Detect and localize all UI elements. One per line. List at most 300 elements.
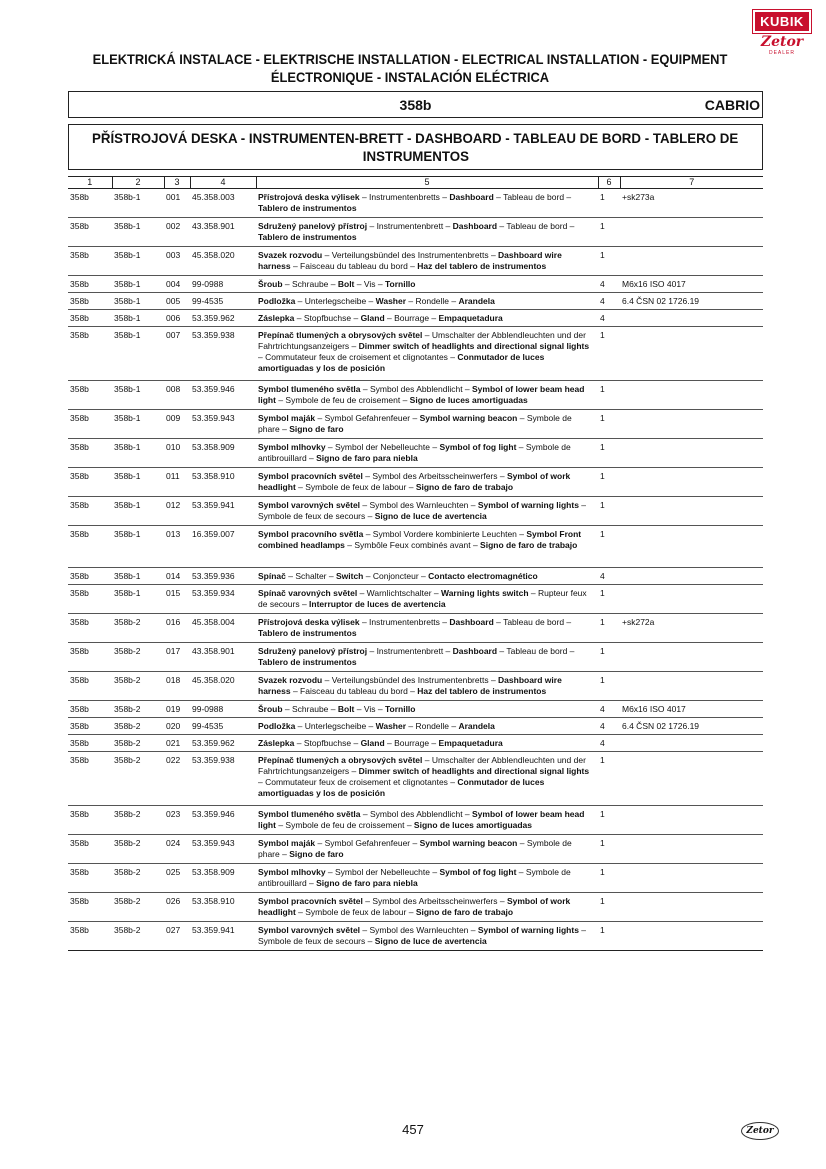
row-quantity: 4: [598, 735, 620, 752]
description-bold-name: Haz del tablero de instrumentos: [417, 686, 547, 696]
row-quantity: 1: [598, 381, 620, 410]
row-model: 358b: [68, 247, 112, 276]
table-row: [68, 806, 763, 835]
description-text: – Umschalter der Abblendleuchten und der Fahrtrichtungsanzeigers –: [258, 330, 586, 351]
row-part-number: 53.359.938: [190, 752, 256, 806]
row-group: 358b-2: [112, 922, 164, 951]
row-position: 003: [164, 247, 190, 276]
row-group: 358b-2: [112, 718, 164, 735]
row-model: 358b: [68, 864, 112, 893]
table-row: [68, 735, 763, 752]
description-text: – Faisceau du tableau du bord –: [290, 686, 418, 696]
column-header: 2: [112, 177, 164, 189]
row-part-number: 53.359.934: [190, 585, 256, 614]
table-row: [68, 701, 763, 718]
row-part-number: 53.359.962: [190, 735, 256, 752]
description-bold-name: Šroub: [258, 279, 283, 289]
description-text: – Faisceau du tableau du bord –: [290, 261, 418, 271]
parts-table-body: [68, 189, 763, 951]
row-part-number: 53.358.909: [190, 439, 256, 468]
row-description: [256, 468, 598, 497]
row-note: [620, 752, 763, 806]
description-bold-name: Empaquetadura: [438, 313, 503, 323]
row-part-number: 53.359.941: [190, 922, 256, 951]
row-position: 004: [164, 276, 190, 293]
row-note: [620, 835, 763, 864]
description-text: – Symbole de feu de croisement –: [275, 395, 410, 405]
description-bold-name: Symbol maják: [258, 838, 316, 848]
description-text: – Rondelle –: [406, 721, 459, 731]
row-description: [256, 439, 598, 468]
row-position: 011: [164, 468, 190, 497]
row-description: [256, 614, 598, 643]
description-text: – Symbole de phare –: [258, 413, 572, 434]
description-bold-name: Tablero de instrumentos: [258, 628, 357, 638]
row-description: [256, 293, 598, 310]
description-text: – Symbol des Arbeitsscheinwerfers –: [362, 471, 507, 481]
row-quantity: 1: [598, 672, 620, 701]
row-part-number: 99-4535: [190, 718, 256, 735]
row-note: [620, 439, 763, 468]
description-bold-name: Conmutador de luces amortiguadas y los de posición: [258, 777, 545, 798]
column-header: 1: [68, 177, 112, 189]
row-model: 358b: [68, 922, 112, 951]
row-part-number: 53.359.946: [190, 381, 256, 410]
row-position: 010: [164, 439, 190, 468]
row-group: 358b-2: [112, 893, 164, 922]
table-row: [68, 835, 763, 864]
row-description: [256, 189, 598, 218]
description-bold-name: Symbol warning beacon: [419, 413, 518, 423]
row-quantity: 1: [598, 247, 620, 276]
description-bold-name: Tornillo: [384, 279, 416, 289]
row-group: 358b-1: [112, 410, 164, 439]
description-bold-name: Signo de faro de trabajo: [415, 482, 514, 492]
row-note: [620, 497, 763, 526]
row-part-number: 45.358.020: [190, 247, 256, 276]
description-bold-name: Symbol pracovních světel: [258, 471, 363, 481]
description-text: – Stopfbuchse –: [294, 738, 361, 748]
description-text: – Umschalter der Abblendleuchten und der Fahrtrichtungsanzeigers –: [258, 755, 586, 776]
row-position: 014: [164, 568, 190, 585]
description-bold-name: Symbol varovných světel: [258, 500, 361, 510]
row-quantity: 1: [598, 526, 620, 568]
table-row: [68, 752, 763, 806]
description-bold-name: Symbol pracovního světla: [258, 529, 364, 539]
row-quantity: 1: [598, 189, 620, 218]
row-note: [620, 922, 763, 951]
description-bold-name: Podložka: [258, 721, 296, 731]
row-model: 358b: [68, 327, 112, 381]
row-position: 025: [164, 864, 190, 893]
row-note: [620, 864, 763, 893]
row-position: 019: [164, 701, 190, 718]
row-group: 358b-1: [112, 293, 164, 310]
description-text: – Tableau de bord –: [497, 646, 575, 656]
description-bold-name: Symbol warning beacon: [419, 838, 518, 848]
row-group: 358b-1: [112, 381, 164, 410]
row-quantity: 1: [598, 410, 620, 439]
description-bold-name: Washer: [375, 721, 407, 731]
row-note: [620, 468, 763, 497]
row-description: [256, 864, 598, 893]
row-group: 358b-2: [112, 643, 164, 672]
row-position: 024: [164, 835, 190, 864]
row-position: 016: [164, 614, 190, 643]
description-bold-name: Symbol pracovních světel: [258, 896, 363, 906]
row-group: 358b-1: [112, 468, 164, 497]
row-group: 358b-2: [112, 752, 164, 806]
page-number: 457: [402, 1122, 424, 1137]
description-text: – Conjoncteur –: [363, 571, 429, 581]
description-bold-name: Bolt: [337, 704, 355, 714]
description-bold-name: Přepínač tlumených a obrysových světel: [258, 330, 423, 340]
row-description: [256, 381, 598, 410]
description-bold-name: Tablero de instrumentos: [258, 203, 357, 213]
row-position: 022: [164, 752, 190, 806]
zetor-logo-text: Zetor: [760, 34, 804, 50]
description-bold-name: Signo de faro de trabajo: [480, 540, 578, 550]
description-bold-name: Signo de faro: [289, 424, 344, 434]
description-text: – Warnlichtschalter –: [357, 588, 441, 598]
description-text: – Stopfbuchse –: [294, 313, 361, 323]
description-bold-name: Washer: [375, 296, 407, 306]
row-part-number: 45.358.020: [190, 672, 256, 701]
description-bold-name: Svazek rozvodu: [258, 250, 323, 260]
table-row: [68, 864, 763, 893]
row-description: [256, 310, 598, 327]
table-row: [68, 526, 763, 568]
description-bold-name: Symbol of fog light: [439, 442, 517, 452]
row-quantity: 1: [598, 864, 620, 893]
row-quantity: 1: [598, 614, 620, 643]
row-description: [256, 218, 598, 247]
row-position: 015: [164, 585, 190, 614]
description-text: – Symbol des Abblendlicht –: [360, 384, 473, 394]
row-part-number: 45.358.003: [190, 189, 256, 218]
table-row: [68, 381, 763, 410]
row-note: M6x16 ISO 4017: [620, 701, 763, 718]
description-text: – Symbole de antibrouillard –: [258, 442, 571, 463]
row-part-number: 16.359.007: [190, 526, 256, 568]
description-text: – Symbol des Abblendlicht –: [360, 809, 473, 819]
row-part-number: 53.358.909: [190, 864, 256, 893]
row-part-number: 99-0988: [190, 276, 256, 293]
table-row: [68, 247, 763, 276]
row-position: 006: [164, 310, 190, 327]
row-position: 007: [164, 327, 190, 381]
description-bold-name: Přístrojová deska výlisek: [258, 192, 360, 202]
row-position: 001: [164, 189, 190, 218]
row-quantity: 4: [598, 568, 620, 585]
row-position: 020: [164, 718, 190, 735]
row-position: 009: [164, 410, 190, 439]
row-part-number: 43.358.901: [190, 643, 256, 672]
row-position: 027: [164, 922, 190, 951]
row-model: 358b: [68, 752, 112, 806]
description-bold-name: Dimmer switch of headlights and directional signal lights: [358, 341, 590, 351]
description-text: – Instrumentenbrett –: [367, 646, 453, 656]
description-bold-name: Bolt: [337, 279, 355, 289]
description-bold-name: Gland: [360, 738, 385, 748]
table-row: [68, 327, 763, 381]
table-row: [68, 218, 763, 247]
row-quantity: 1: [598, 468, 620, 497]
description-bold-name: Signo de luces amortiguadas: [413, 820, 533, 830]
row-part-number: 53.359.946: [190, 806, 256, 835]
row-position: 017: [164, 643, 190, 672]
description-bold-name: Symbol varovných světel: [258, 925, 361, 935]
description-bold-name: Přístrojová deska výlisek: [258, 617, 360, 627]
description-bold-name: Šroub: [258, 704, 283, 714]
row-model: 358b: [68, 439, 112, 468]
row-quantity: 1: [598, 643, 620, 672]
row-group: 358b-1: [112, 568, 164, 585]
row-quantity: 1: [598, 327, 620, 381]
description-bold-name: Dashboard: [452, 221, 498, 231]
row-description: [256, 893, 598, 922]
description-bold-name: Symbol mlhovky: [258, 867, 326, 877]
row-quantity: 1: [598, 218, 620, 247]
description-text: – Tableau de bord –: [497, 221, 575, 231]
row-quantity: 4: [598, 276, 620, 293]
description-text: – Symbol Gefahrenfeuer –: [315, 413, 420, 423]
row-description: [256, 752, 598, 806]
row-note: [620, 410, 763, 439]
section-title-line2: INSTRUMENTOS: [362, 148, 469, 164]
description-bold-name: Symbol of lower beam head light: [258, 384, 585, 405]
row-note: [620, 381, 763, 410]
description-text: – Vis –: [354, 704, 385, 714]
column-header: 3: [164, 177, 190, 189]
description-text: – Symbole de feu de croissement –: [275, 820, 414, 830]
description-bold-name: Symbol of work headlight: [258, 896, 571, 917]
table-row: [68, 468, 763, 497]
description-text: – Symbole de feux de secours –: [258, 925, 587, 946]
row-note: [620, 672, 763, 701]
description-text: – Tableau de bord –: [493, 192, 572, 202]
column-header: 4: [190, 177, 256, 189]
row-note: 6.4 ČSN 02 1726.19: [620, 293, 763, 310]
row-position: 026: [164, 893, 190, 922]
row-group: 358b-2: [112, 835, 164, 864]
row-position: 021: [164, 735, 190, 752]
description-text: – Unterlegscheibe –: [295, 721, 376, 731]
description-bold-name: Signo de faro para niebla: [316, 453, 418, 463]
kubik-logo-text: KUBIK: [753, 10, 811, 33]
row-model: 358b: [68, 218, 112, 247]
row-group: 358b-1: [112, 276, 164, 293]
row-part-number: 53.358.910: [190, 893, 256, 922]
row-model: 358b: [68, 468, 112, 497]
table-row: [68, 568, 763, 585]
row-note: [620, 218, 763, 247]
row-description: [256, 410, 598, 439]
row-model: 358b: [68, 585, 112, 614]
row-group: 358b-2: [112, 864, 164, 893]
row-quantity: 4: [598, 310, 620, 327]
row-quantity: 1: [598, 806, 620, 835]
row-part-number: 99-4535: [190, 293, 256, 310]
row-description: [256, 497, 598, 526]
description-text: – Rondelle –: [406, 296, 459, 306]
row-position: 012: [164, 497, 190, 526]
row-group: 358b-2: [112, 701, 164, 718]
description-text: – Instrumentenbretts –: [359, 192, 450, 202]
row-position: 018: [164, 672, 190, 701]
description-bold-name: Conmutador de luces amortiguadas y los de posición: [258, 352, 545, 373]
row-part-number: 53.359.943: [190, 835, 256, 864]
description-bold-name: Signo de luce de avertencia: [374, 511, 487, 521]
table-row: [68, 189, 763, 218]
description-text: – Rupteur feux de secours –: [258, 588, 587, 609]
row-model: 358b: [68, 497, 112, 526]
description-bold-name: Signo de luce de avertencia: [374, 936, 487, 946]
row-note: M6x16 ISO 4017: [620, 276, 763, 293]
document-title: [88, 50, 732, 86]
row-part-number: 53.359.962: [190, 310, 256, 327]
description-text: – Symbole de phare –: [258, 838, 572, 859]
table-row: [68, 439, 763, 468]
description-bold-name: Podložka: [258, 296, 296, 306]
description-text: – Bourrage –: [384, 738, 439, 748]
description-bold-name: Symbol Front combined headlamps: [258, 529, 582, 550]
row-note: +sk273a: [620, 189, 763, 218]
description-text: – Schalter –: [285, 571, 336, 581]
description-text: – Unterlegscheibe –: [295, 296, 376, 306]
row-group: 358b-1: [112, 310, 164, 327]
table-row: [68, 410, 763, 439]
row-group: 358b-1: [112, 218, 164, 247]
column-header: 7: [620, 177, 763, 189]
description-bold-name: Dimmer switch of headlights and directional signal lights: [358, 766, 590, 776]
row-part-number: 53.359.941: [190, 497, 256, 526]
description-text: – Symbol Gefahrenfeuer –: [315, 838, 420, 848]
row-description: [256, 735, 598, 752]
table-row: [68, 922, 763, 951]
description-bold-name: Sdružený panelový přístroj: [258, 221, 368, 231]
row-model: 358b: [68, 672, 112, 701]
row-group: 358b-1: [112, 497, 164, 526]
row-quantity: 4: [598, 701, 620, 718]
description-text: – Symbol Vordere kombinierte Leuchten –: [363, 529, 527, 539]
row-group: 358b-1: [112, 327, 164, 381]
row-description: [256, 922, 598, 951]
description-bold-name: Symbol of lower beam head light: [258, 809, 585, 830]
description-bold-name: Symbol mlhovky: [258, 442, 326, 452]
row-note: [620, 568, 763, 585]
row-note: +sk272a: [620, 614, 763, 643]
description-text: – Symbol des Warnleuchten –: [360, 925, 478, 935]
row-model: 358b: [68, 526, 112, 568]
variant-label: CABRIO: [704, 97, 760, 113]
dealer-logo-text: DEALER: [768, 50, 795, 56]
description-text: – Schraube –: [282, 704, 338, 714]
description-text: – Symbole de antibrouillard –: [258, 867, 571, 888]
row-model: 358b: [68, 276, 112, 293]
description-text: – Commutateur feux de croisement et clignotantes –: [258, 352, 458, 362]
kubik-zetor-logo: [753, 10, 811, 56]
description-bold-name: Contacto electromagnético: [428, 571, 538, 581]
description-bold-name: Signo de luces amortiguadas: [409, 395, 528, 405]
description-bold-name: Arandela: [458, 721, 495, 731]
row-model: 358b: [68, 643, 112, 672]
description-text: – Symbole de feux de labour –: [295, 482, 416, 492]
table-header-row: [68, 177, 763, 189]
row-group: 358b-1: [112, 526, 164, 568]
description-bold-name: Symbol tlumeného světla: [258, 384, 361, 394]
description-bold-name: Signo de faro para niebla: [316, 878, 418, 888]
description-bold-name: Tablero de instrumentos: [258, 657, 357, 667]
row-part-number: 99-0988: [190, 701, 256, 718]
row-model: 358b: [68, 835, 112, 864]
table-row: [68, 718, 763, 735]
description-bold-name: Dashboard: [452, 646, 498, 656]
row-note: [620, 806, 763, 835]
row-description: [256, 247, 598, 276]
model-label: 358b: [399, 97, 432, 113]
description-bold-name: Switch: [335, 571, 364, 581]
section-title-box: [68, 124, 763, 170]
row-description: [256, 276, 598, 293]
table-row: [68, 893, 763, 922]
row-note: [620, 585, 763, 614]
table-row: [68, 293, 763, 310]
description-bold-name: Dashboard wire harness: [258, 250, 562, 271]
row-group: 358b-2: [112, 672, 164, 701]
row-quantity: 1: [598, 497, 620, 526]
row-description: [256, 568, 598, 585]
table-row: [68, 497, 763, 526]
description-bold-name: Spínač: [258, 571, 286, 581]
description-bold-name: Symbol of fog light: [439, 867, 517, 877]
row-group: 358b-1: [112, 247, 164, 276]
description-bold-name: Tornillo: [384, 704, 416, 714]
row-model: 358b: [68, 806, 112, 835]
row-model: 358b: [68, 381, 112, 410]
row-model: 358b: [68, 893, 112, 922]
row-description: [256, 585, 598, 614]
description-text: – Commutateur feux de croisement et clignotantes –: [258, 777, 458, 787]
table-row: [68, 585, 763, 614]
row-model: 358b: [68, 568, 112, 585]
row-quantity: 1: [598, 922, 620, 951]
model-header-box: [68, 91, 763, 118]
row-model: 358b: [68, 310, 112, 327]
description-bold-name: Záslepka: [258, 738, 295, 748]
column-header: 5: [256, 177, 598, 189]
description-text: – Symbol der Nebelleuchte –: [325, 442, 440, 452]
row-part-number: 53.359.943: [190, 410, 256, 439]
description-bold-name: Symbol of warning lights: [477, 925, 579, 935]
document-title-line1: ELEKTRICKÁ INSTALACE - ELEKTRISCHE INSTALLATION - ELECTRICAL INSTALLATION - EQUIPMENT: [92, 51, 728, 67]
description-bold-name: Dashboard: [449, 192, 494, 202]
zetor-footer-logo: Zetor: [741, 1122, 779, 1140]
row-quantity: 4: [598, 293, 620, 310]
description-bold-name: Symbol tlumeného světla: [258, 809, 361, 819]
row-note: 6.4 ČSN 02 1726.19: [620, 718, 763, 735]
row-quantity: 1: [598, 439, 620, 468]
table-row: [68, 614, 763, 643]
row-description: [256, 806, 598, 835]
row-model: 358b: [68, 189, 112, 218]
description-bold-name: Dashboard: [449, 617, 494, 627]
description-bold-name: Empaquetadura: [438, 738, 503, 748]
row-quantity: 1: [598, 752, 620, 806]
description-text: – Vis –: [354, 279, 385, 289]
row-note: [620, 735, 763, 752]
description-text: – Symbôle Feux combinés avant –: [344, 540, 481, 550]
